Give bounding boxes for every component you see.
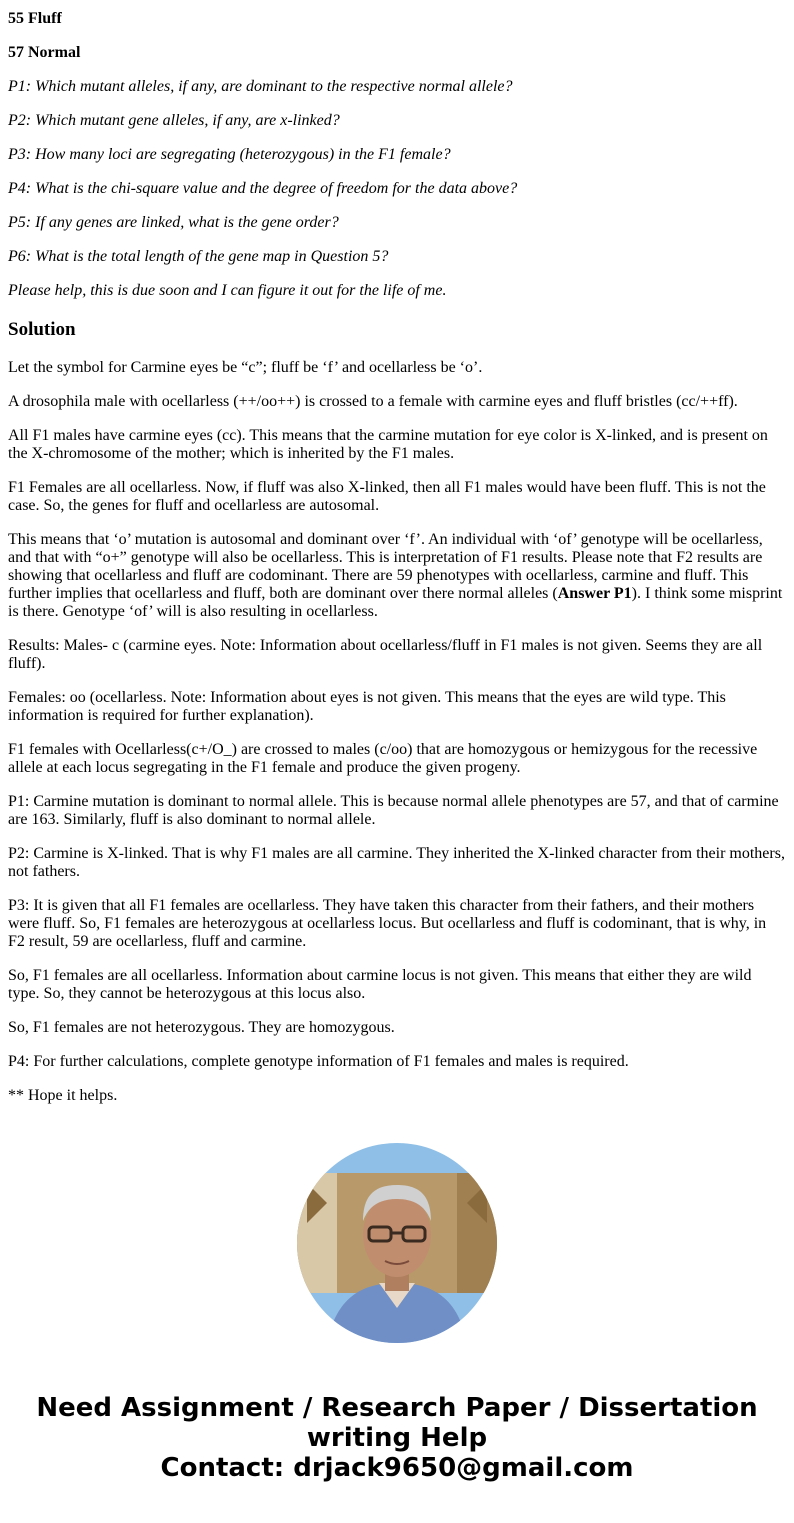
solution-paragraph: P2: Carmine is X-linked. That is why F1 males are all carmine. They inherited the X-linked character from their mothers, not fathers. [8, 845, 785, 880]
solution-paragraph: P1: Carmine mutation is dominant to normal allele. This is because normal allele phenotypes are 57, and that of carmine are 163. Similarly, fluff is also dominant to normal allele. [8, 793, 779, 828]
question-p2: P2: Which mutant gene alleles, if any, are x-linked? [8, 112, 340, 129]
solution-paragraph: F1 Females are all ocellarless. Now, if fluff was also X-linked, then all F1 males would have been fluff. This is not the case. So, the genes for fluff and ocellarless are autosomal. [8, 479, 766, 514]
banner-line-1: Need Assignment / Research Paper / Dissertation [36, 1393, 758, 1423]
answer-text-after: ). I think some misprint is there. Genotype ‘of’ will is also resulting in ocellarless. [8, 585, 783, 620]
solution-paragraph: Females: oo (ocellarless. Note: Information about eyes is not given. This means that the eyes are wild type. This information is required for further explanation). [8, 689, 726, 724]
question-p1: P1: Which mutant alleles, if any, are dominant to the respective normal allele? [8, 78, 513, 95]
solution-paragraph: All F1 males have carmine eyes (cc). This means that the carmine mutation for eye color is X-linked, and is present on the X-chromosome of the mother; which is inherited by the F1 males. [8, 427, 768, 462]
solution-paragraph: F1 females with Ocellarless(c+/O_) are crossed to males (c/oo) that are homozygous or hemizygous for the recessive allele at each locus segregating in the F1 female and produce the given progeny. [8, 741, 758, 776]
question-line-fluff: 55 Fluff [8, 10, 62, 27]
solution-heading: Solution [8, 319, 76, 340]
banner-contact-email: Contact: drjack9650@gmail.com [160, 1453, 634, 1483]
author-portrait-image [297, 1143, 497, 1343]
question-line-normal: 57 Normal [8, 44, 81, 61]
solution-paragraph: ** Hope it helps. [8, 1087, 118, 1104]
question-p5: P5: If any genes are linked, what is the gene order? [8, 214, 339, 231]
solution-paragraph: A drosophila male with ocellarless (++/oo++) is crossed to a female with carmine eyes and fluff bristles (cc/++ff). [8, 393, 738, 410]
banner-line-2: writing Help [306, 1423, 488, 1453]
solution-paragraph-answer-p1 [8, 531, 786, 621]
solution-paragraph: P3: It is given that all F1 females are ocellarless. They have taken this character from their fathers, and their mothers were fluff. So, F1 females are heterozygous at ocellarless locus. But ocellarless and fluff is codominant, that is why, in F2 result, 59 are ocellarless, fluff and carmine. [8, 897, 767, 950]
contact-banner [8, 1393, 786, 1483]
question-p4: P4: What is the chi-square value and the degree of freedom for the data above? [8, 180, 518, 197]
question-p3: P3: How many loci are segregating (heterozygous) in the F1 female? [8, 146, 451, 163]
solution-paragraph: Results: Males- c (carmine eyes. Note: Information about ocellarless/fluff in F1 males is not given. Seems they are all fluff). [8, 637, 763, 672]
question-p6: P6: What is the total length of the gene map in Question 5? [8, 248, 389, 265]
solution-paragraph: Let the symbol for Carmine eyes be “c”; fluff be ‘f’ and ocellarless be ‘o’. [8, 359, 483, 376]
author-avatar [297, 1143, 497, 1343]
answer-p1-label: Answer P1 [557, 585, 632, 602]
answer-text-before: This means that ‘o’ mutation is autosomal and dominant over ‘f’. An individual with ‘of’ genotype will be ocellarless, and that with “o+” genotype will also be ocellarless. This is interpretation of F1 results. Please note that F2 results are showing that ocellarless and fluff are codominant. There are 59 phenotypes with ocellarless, carmine and fluff. This further implies that ocellarless and fluff, both are dominant over there normal alleles ( [8, 531, 763, 602]
solution-paragraph: P4: For further calculations, complete genotype information of F1 females and males is required. [8, 1053, 629, 1070]
solution-paragraph: So, F1 females are not heterozygous. They are homozygous. [8, 1019, 395, 1036]
question-plea: Please help, this is due soon and I can figure it out for the life of me. [8, 282, 447, 299]
solution-paragraph: So, F1 females are all ocellarless. Information about carmine locus is not given. This means that either they are wild type. So, they cannot be heterozygous at this locus also. [8, 967, 752, 1002]
author-photo-wrap [0, 1143, 794, 1343]
